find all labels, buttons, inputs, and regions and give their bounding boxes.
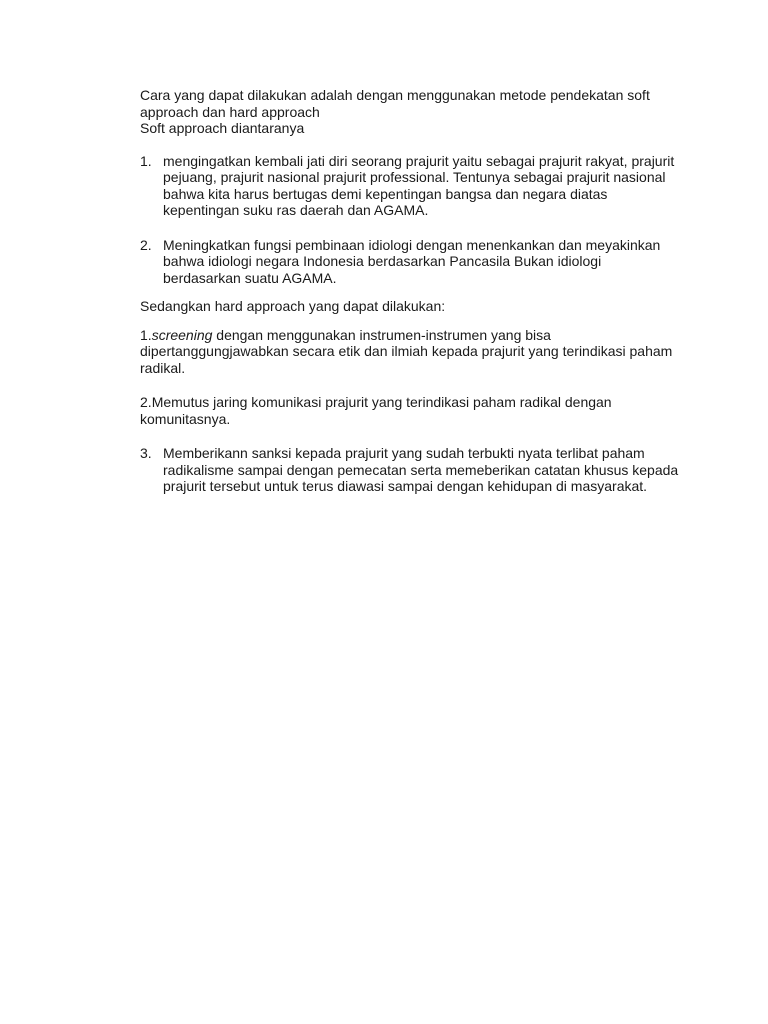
list-number: 2.: [140, 394, 152, 410]
list-number: 1.: [140, 326, 152, 343]
soft-approach-heading: Soft approach diantaranya: [140, 120, 305, 136]
list-item-text: mengingatkan kembali jati diri seorang prajurit yaitu sebagai prajurit rakyat, prajurit pejuang, prajurit nasional prajurit professional. Tentunya sebagai prajurit nasional bahwa kita harus bertugas demi kepentingan bangsa dan negara diatas kepentingan suku ras daerah dan AGAMA.: [163, 152, 675, 218]
hard-approach-item-3: [140, 445, 680, 495]
intro-paragraph: Cara yang dapat dilakukan adalah dengan menggunakan metode pendekatan soft approach dan hard approach: [140, 87, 650, 120]
soft-approach-item-1: [140, 153, 680, 219]
list-item-text: dengan menggunakan instrumen-instrumen yang bisa dipertanggungjawabkan secara etik dan ilmiah kepada prajurit yang terindikasi paham radikal.: [140, 326, 673, 376]
list-number: 2.: [140, 236, 152, 253]
hard-approach-item-2: [140, 394, 680, 427]
document-page: [140, 87, 680, 495]
emphasis-text: screening: [151, 326, 213, 343]
soft-approach-item-2: [140, 237, 680, 287]
list-item-text: Memutus jaring komunikasi prajurit yang terindikasi paham radikal dengan komunitasnya.: [140, 394, 612, 427]
list-number: 3.: [140, 445, 152, 461]
list-number: 1.: [140, 152, 152, 169]
hard-approach-item-1: [140, 327, 680, 377]
list-item-text: Meningkatkan fungsi pembinaan idiologi dengan menenkankan dan meyakinkan bahwa idiologi negara Indonesia berdasarkan Pancasila Bukan idiologi berdasarkan suatu AGAMA.: [163, 236, 661, 286]
list-item-text: Memberikann sanksi kepada prajurit yang sudah terbukti nyata terlibat paham radikalisme sampai dengan pemecatan serta memeberikan catatan khusus kepada prajurit tersebut untuk terus diawasi sampai dengan kehidupan di masyarakat.: [163, 445, 679, 494]
hard-approach-heading: Sedangkan hard approach yang dapat dilakukan:: [140, 298, 446, 314]
